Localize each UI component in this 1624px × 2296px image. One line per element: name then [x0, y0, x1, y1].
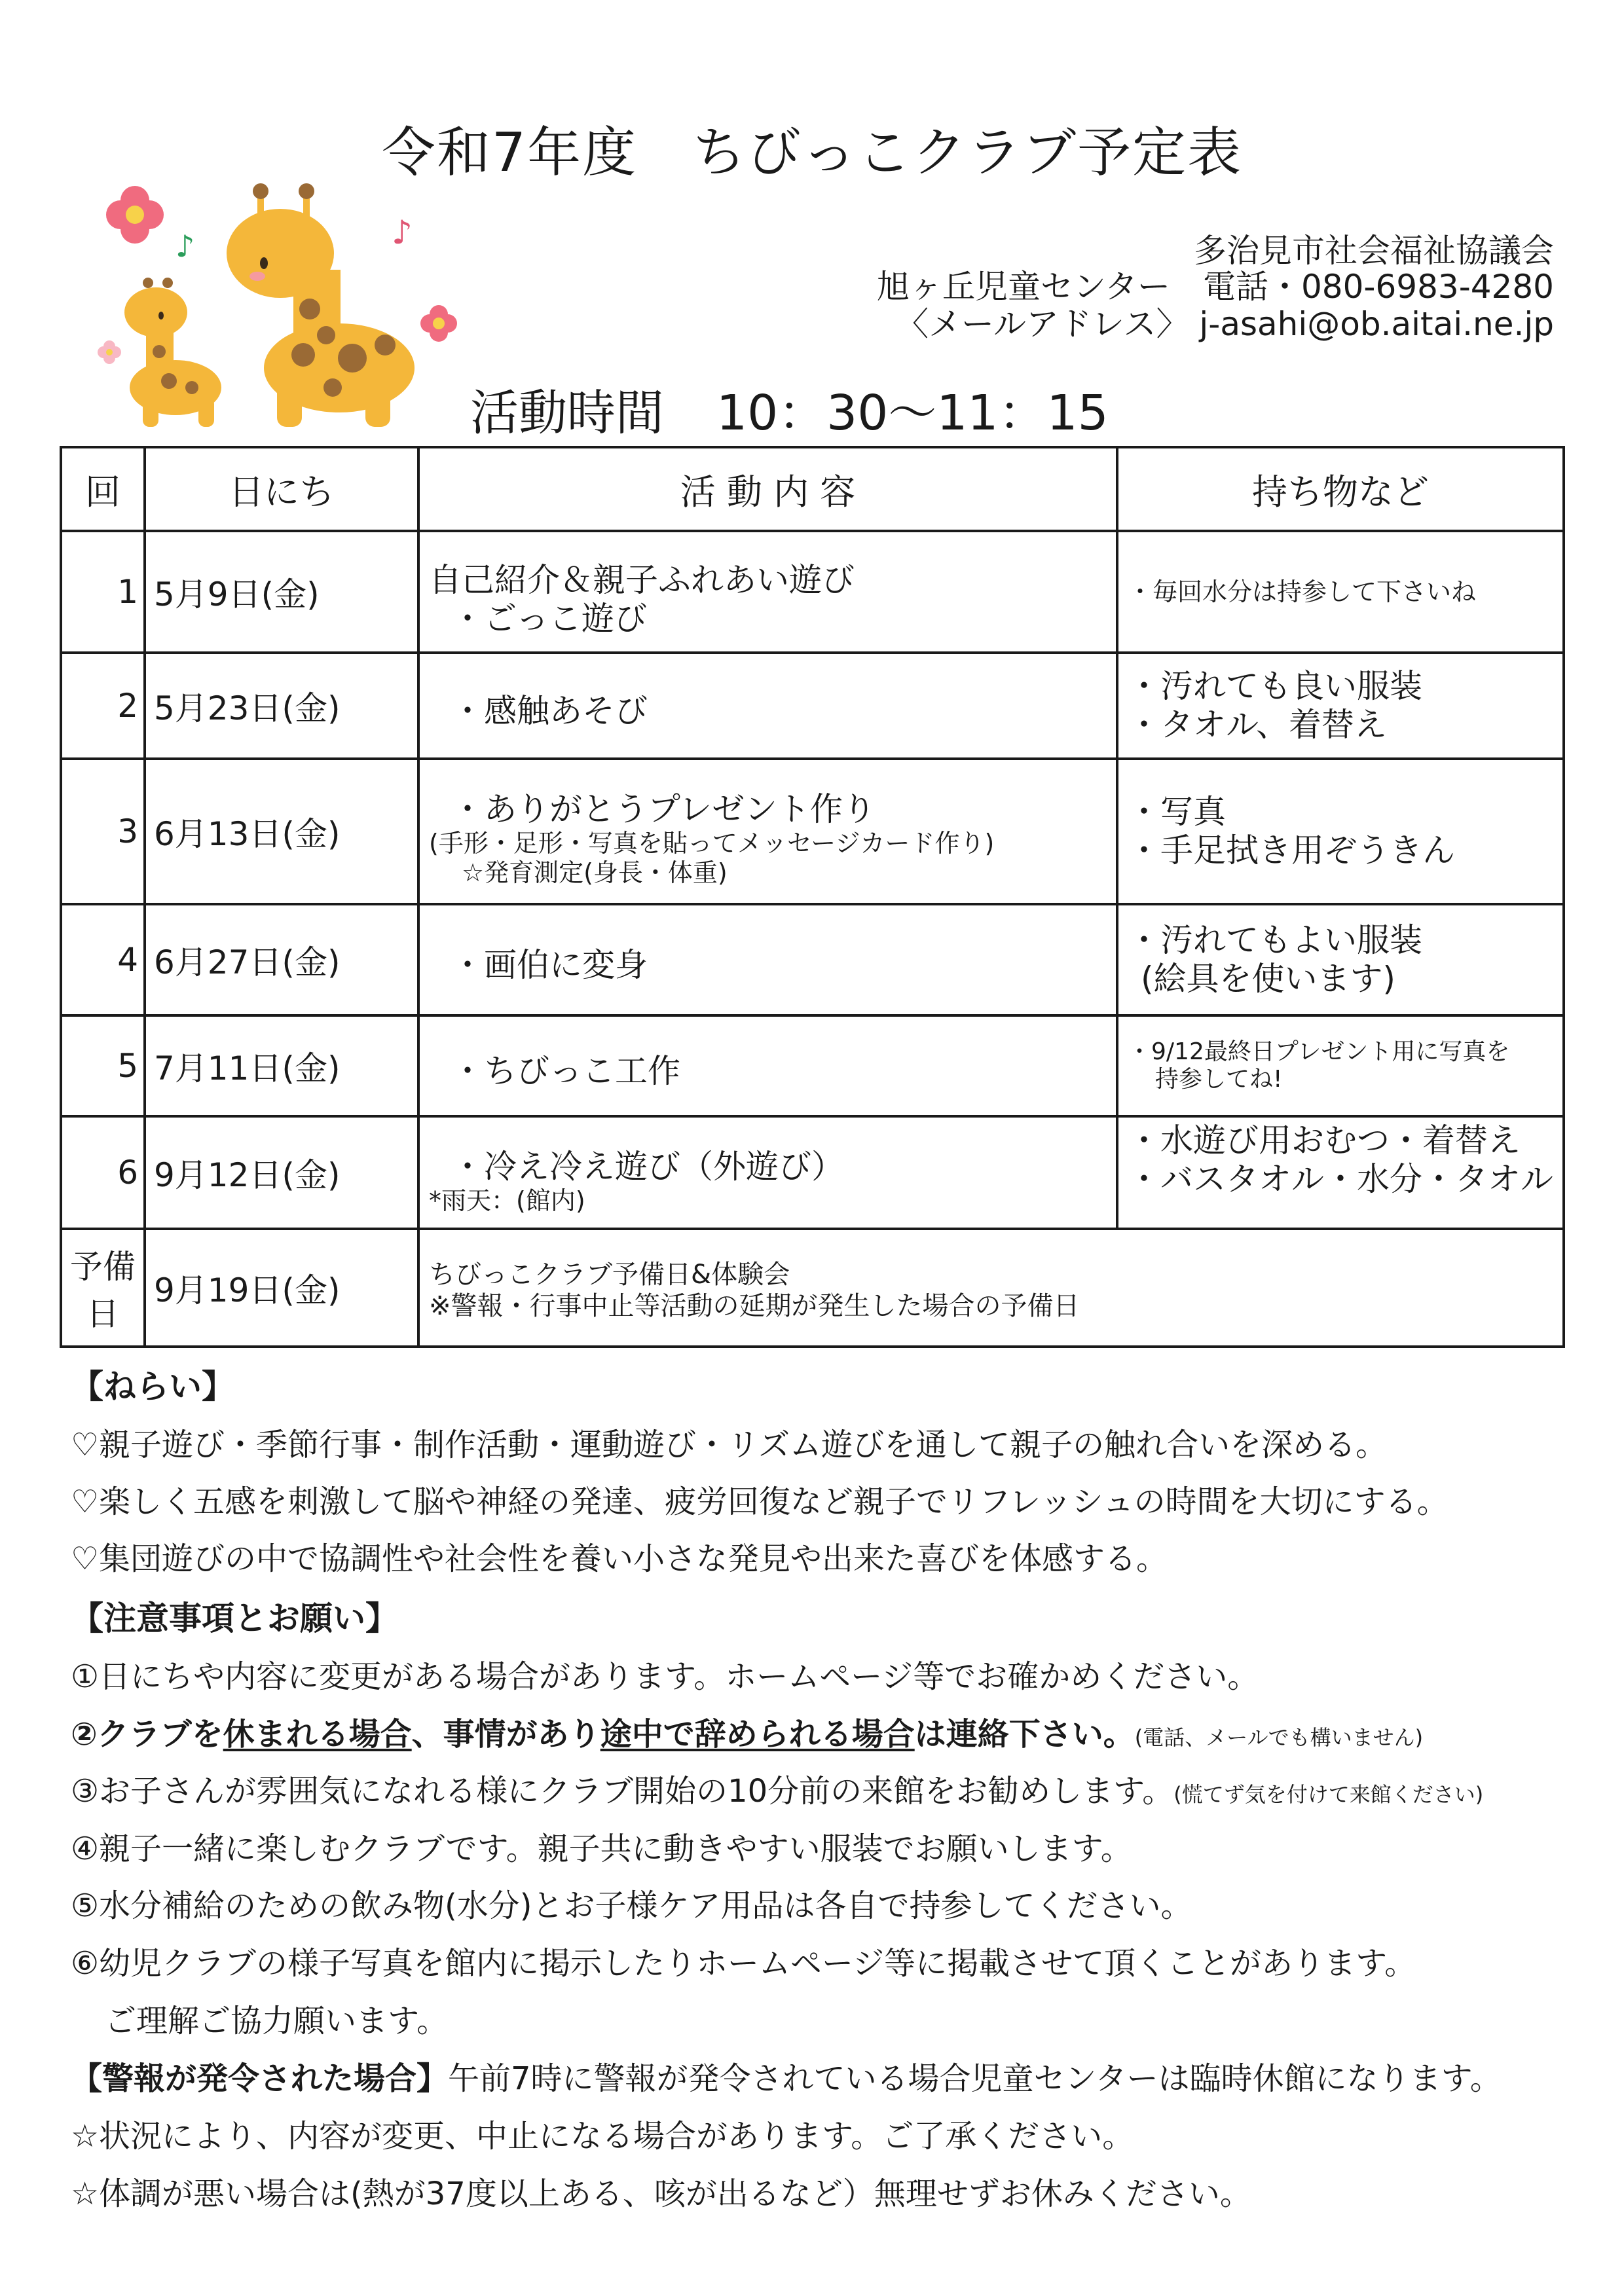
row-date: 6月27日(金): [145, 904, 418, 1015]
aim-item: ♡集団遊びの中で協調性や社会性を養い小さな発見や出来た喜びを体感する。: [71, 1540, 1168, 1577]
giraffe-illustration: [77, 172, 483, 433]
note-text: は連絡下さい。: [914, 1716, 1135, 1753]
note-item: [71, 1766, 1483, 1811]
note-small: (慌てず気を付けて来館ください): [1173, 1782, 1484, 1807]
row-items: [1117, 759, 1564, 904]
center-phone: 旭ヶ丘児童センター 電話・080-6983-4280: [876, 268, 1554, 306]
email-address: 〈メールアドレス〉 j-asahi@ob.aitai.ne.jp: [896, 305, 1554, 343]
item-line: ・手足拭き用ぞうきん: [1128, 831, 1455, 869]
note-text: 、事情があり: [411, 1716, 600, 1753]
note-item: ④親子一緒に楽しむクラブです。親子共に動きやすい服装でお願いします。: [71, 1831, 1132, 1867]
row-date: 5月9日(金): [145, 531, 418, 653]
item-line: ・写真: [1128, 793, 1226, 831]
table-row: [61, 653, 1564, 759]
item-line: ・9/12最終日プレゼント用に写真を: [1128, 1038, 1510, 1065]
aim-item: ♡楽しく五感を刺激して脳や神経の発達、疲労回復など親子でリフレッシュの時間を大切にする。: [71, 1484, 1449, 1520]
table-row: [61, 1116, 1564, 1229]
item-line: ・バスタオル・水分・タオル: [1128, 1160, 1553, 1198]
activity-line: ※警報・行事中止等活動の延期が発生した場合の予備日: [429, 1290, 1080, 1321]
item-line: ・毎回水分は持参して下さいね: [1128, 577, 1477, 606]
row-date: 5月23日(金): [145, 653, 418, 759]
note-text: ③お子さんが雰囲気になれる様にクラブ開始の10分前の来館をお勧めします。: [71, 1773, 1174, 1810]
music-note-icon: ♪: [392, 213, 413, 251]
col-header-items: 持ち物など: [1117, 447, 1564, 531]
page-title: 令和7年度 ちびっこクラブ予定表: [381, 122, 1243, 184]
note-text: ②クラブを: [71, 1716, 223, 1753]
note-underlined: 途中で辞められる場合: [600, 1716, 915, 1753]
activity-line: ・ごっこ遊び: [451, 599, 647, 638]
activity-line: ・画伯に変身: [451, 946, 648, 984]
organizer-name: 多治見市社会福祉協議会: [1194, 232, 1554, 270]
table-row: [61, 1229, 1564, 1347]
table-row: [61, 904, 1564, 1015]
row-activity: [418, 1015, 1117, 1116]
notes-heading: 【注意事項とお願い】: [71, 1599, 398, 1637]
note-item: ☆体調が悪い場合は(熱が37度以上ある、咳が出るなど）無理せずお休みください。: [71, 2176, 1251, 2212]
col-header-date: 日にち: [145, 447, 418, 531]
activity-line: ・ありがとうプレゼント作り: [451, 790, 876, 829]
row-no: 5: [61, 1015, 145, 1116]
row-date: 9月19日(金): [145, 1229, 418, 1347]
aims-heading: 【ねらい】: [71, 1368, 234, 1406]
small-giraffe: [124, 278, 221, 427]
row-date: 7月11日(金): [145, 1015, 418, 1116]
table-row: [61, 759, 1564, 904]
col-header-activity: 活 動 内 容: [418, 447, 1117, 531]
item-line: ・汚れても良い服装: [1128, 667, 1422, 705]
music-note-icon: ♪: [175, 228, 195, 264]
row-items: [1117, 531, 1564, 653]
warning-text: 午前7時に警報が発令されている場合児童センターは臨時休館になります。: [448, 2060, 1502, 2097]
activity-hours: [470, 374, 1109, 444]
row-no: 6: [61, 1116, 145, 1229]
note-item: ①日にちや内容に変更がある場合があります。ホームページ等でお確かめください。: [71, 1658, 1259, 1695]
big-giraffe: [227, 183, 415, 427]
note-item: [71, 1709, 1423, 1754]
item-line: (絵具を使います): [1141, 960, 1396, 998]
flower-icon: [106, 186, 164, 244]
item-line: ・水遊び用おむつ・着替え: [1128, 1121, 1521, 1159]
note-item: ☆状況により、内容が変更、中止になる場合があります。ご了承ください。: [71, 2118, 1134, 2155]
row-activity: [418, 531, 1117, 653]
row-no: 予備日: [61, 1229, 145, 1347]
row-activity: [418, 1229, 1564, 1347]
activity-line: *雨天：(館内): [429, 1186, 585, 1215]
warning-note: [71, 2053, 1502, 2098]
row-no: 1: [61, 531, 145, 653]
row-activity: [418, 904, 1117, 1015]
aim-item: ♡親子遊び・季節行事・制作活動・運動遊び・リズム遊びを通して親子の触れ合いを深める。: [71, 1427, 1388, 1463]
row-no: 2: [61, 653, 145, 759]
row-items: [1117, 1116, 1564, 1229]
table-row: [61, 531, 1564, 653]
activity-line: 自己紹介＆親子ふれあい遊び: [429, 560, 855, 599]
note-underlined: 休まれる場合: [223, 1716, 412, 1753]
row-items: [1117, 653, 1564, 759]
table-row: [61, 1015, 1564, 1116]
activity-line: ちびっこクラブ予備日&体験会: [429, 1260, 790, 1290]
note-item: ⑥幼児クラブの様子写真を館内に掲示したりホームページ等に掲載させて頂くことがあります。: [71, 1945, 1416, 1982]
flower-icon: [98, 340, 121, 364]
activity-line: ☆発育測定(身長・体重): [462, 858, 728, 887]
warning-label: 【警報が発令された場合】: [71, 2060, 449, 2097]
row-date: 6月13日(金): [145, 759, 418, 904]
flower-icon: [420, 305, 457, 342]
row-activity: [418, 759, 1117, 904]
note-small: (電話、メールでも構いません): [1134, 1725, 1424, 1750]
item-line: ・タオル、着替え: [1128, 706, 1387, 744]
row-no: 4: [61, 904, 145, 1015]
note-item: ⑤水分補給のための飲み物(水分)とお子様ケア用品は各自で持参してください。: [71, 1887, 1192, 1924]
table-header-row: [61, 447, 1564, 531]
hours-time: 10：30～11：15: [716, 385, 1109, 441]
activity-line: ・感触あそび: [451, 692, 648, 730]
col-header-no: 回: [61, 447, 145, 531]
row-no: 3: [61, 759, 145, 904]
activity-line: (手形・足形・写真を貼ってメッセージカード作り): [429, 829, 995, 858]
item-line: ・汚れてもよい服装: [1128, 921, 1422, 959]
item-line: 持参してね!: [1155, 1066, 1283, 1093]
row-activity: [418, 653, 1117, 759]
row-date: 9月12日(金): [145, 1116, 418, 1229]
row-items: [1117, 904, 1564, 1015]
note-item: ご理解ご協力願います。: [105, 2003, 449, 2039]
activity-line: ・ちびっこ工作: [451, 1052, 680, 1090]
schedule-table: [60, 446, 1565, 1348]
row-items: [1117, 1015, 1564, 1116]
row-activity: [418, 1116, 1117, 1229]
activity-line: ・冷え冷え遊び（外遊び）: [451, 1147, 844, 1186]
hours-label: 活動時間: [470, 385, 664, 441]
